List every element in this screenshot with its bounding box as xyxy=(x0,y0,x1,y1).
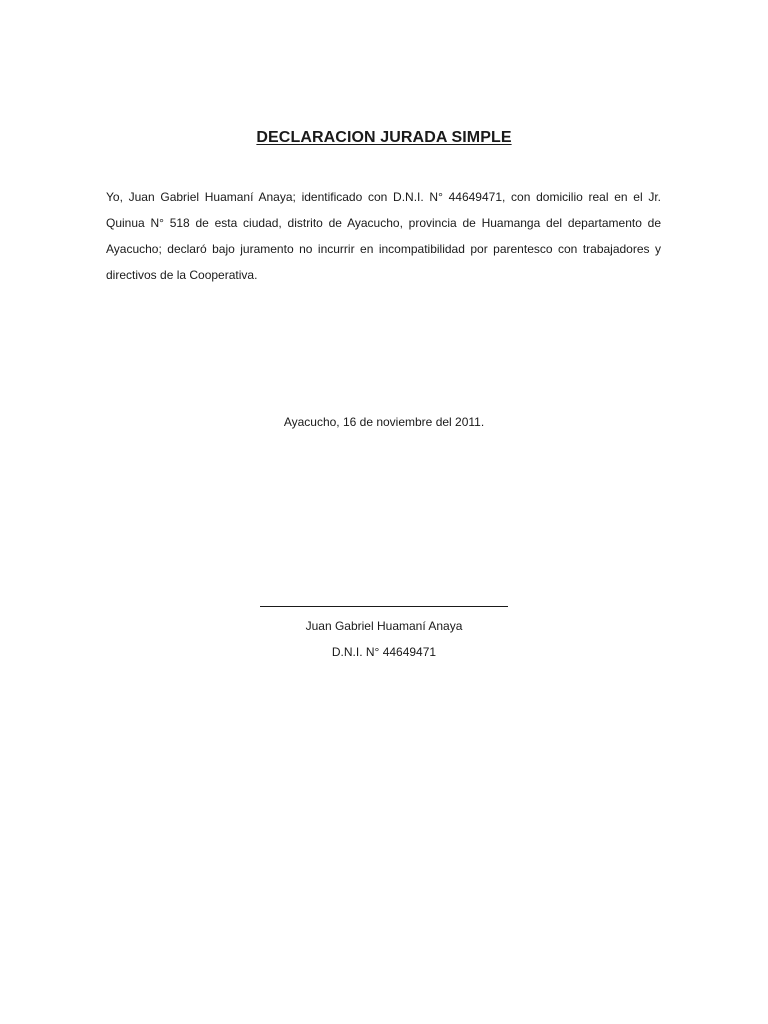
place-and-date: Ayacucho, 16 de noviembre del 2011. xyxy=(283,415,485,429)
signer-dni: D.N.I. N° 44649471 xyxy=(331,645,437,659)
signer-name: Juan Gabriel Huamaní Anaya xyxy=(305,619,463,633)
signature-block xyxy=(0,592,768,660)
document-title xyxy=(0,129,768,147)
document-title-text: DECLARACION JURADA SIMPLE xyxy=(256,129,512,146)
declaration-paragraph: Yo, Juan Gabriel Huamaní Anaya; identificado con D.N.I. N° 44649471, con domicilio real en el Jr. Quinua N° 518 de esta ciudad, distrito de Ayacucho, provincia de Huamanga del departamento de Ayacucho; declaró bajo juramento no incurrir en incompatibilidad por parentesco con trabajadores y directivos de la Cooperativa. xyxy=(106,190,661,282)
signature-line xyxy=(260,592,508,607)
